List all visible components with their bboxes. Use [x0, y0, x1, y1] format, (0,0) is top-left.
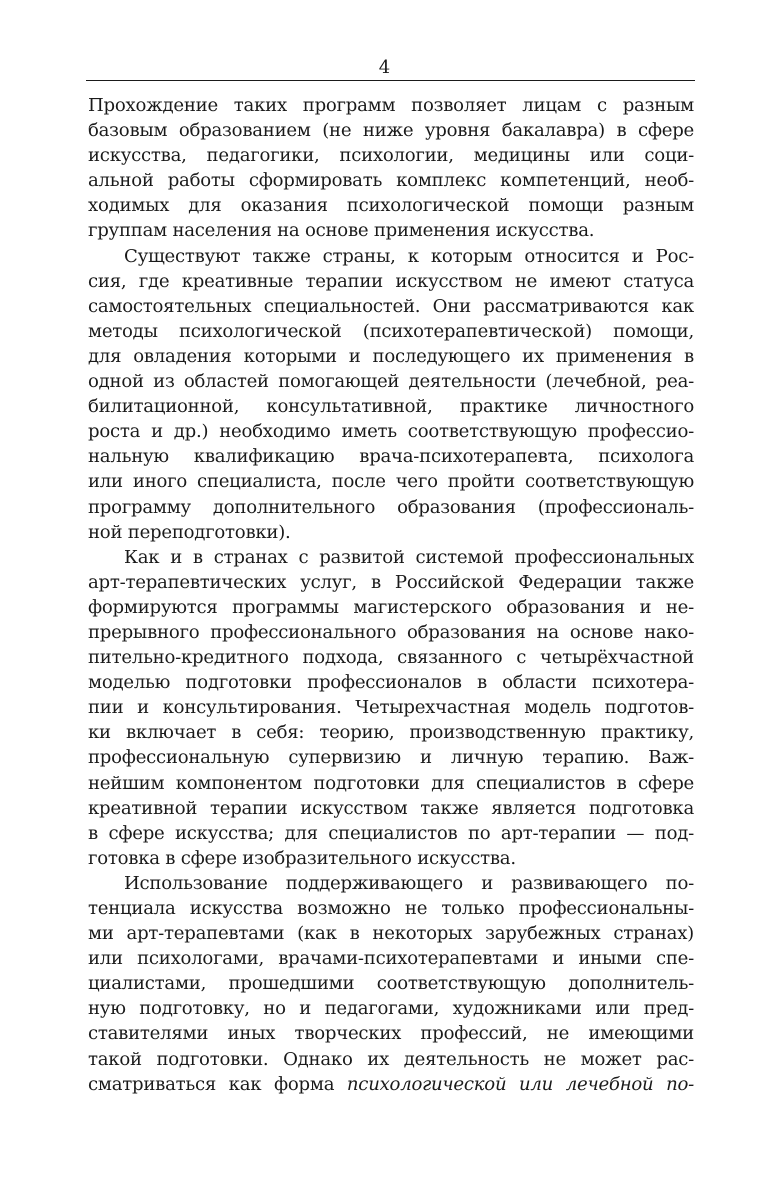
text-line: готовка в сфере изобразительного искусства. — [88, 847, 516, 869]
text-line: альной работы сформировать комплекс компетенций, необ- — [88, 170, 694, 192]
text-line: или психологами, врачами-психотерапевтами и иными спе- — [88, 948, 694, 970]
text-line: формируются программы магистерского образования и не- — [88, 596, 694, 618]
text-line: такой подготовки. Однако их деятельность не может рас- — [88, 1048, 694, 1070]
paragraph-4 — [88, 871, 694, 1097]
text-line: самостоятельных специальностей. Они рассматриваются как — [88, 295, 694, 317]
text-line: Использование поддерживающего и развивающего по- — [124, 872, 694, 894]
text-body — [88, 93, 694, 1097]
text-line: Прохождение таких программ позволяет лицам с разным — [88, 95, 694, 116]
text-line: искусства, педагогики, психологии, медицины или соци- — [88, 145, 694, 167]
text-line: нейшим компонентом подготовки для специалистов в сфере — [88, 772, 694, 794]
text-line: методы психологической (психотерапевтической) помощи, — [88, 320, 694, 342]
text-line: Как и в странах с развитой системой профессиональных — [124, 546, 694, 568]
text-line: пии и консультирования. Четырехчастная модель подготов- — [88, 697, 694, 719]
text-line: сия, где креативные терапии искусством не имеют статуса — [88, 270, 694, 292]
paragraph-3 — [88, 545, 694, 871]
text-line: базовым образованием (не ниже уровня бакалавра) в сфере — [88, 120, 694, 142]
text-line: в сфере искусства; для специалистов по арт-терапии — под- — [88, 822, 694, 844]
paragraph-2 — [88, 244, 694, 545]
text-line: тенциала искусства возможно не только профессиональны- — [88, 898, 694, 919]
text-line: Существуют также страны, к которым относится и Рос- — [124, 245, 694, 267]
text-line: профессиональную супервизию и личную терапию. Важ- — [88, 747, 694, 769]
text-line: циалистами, прошедшими соответствующую дополнитель- — [88, 973, 694, 995]
text-line: креативной терапии искусством также является подготовка — [88, 797, 694, 819]
text-line: ставителями иных творческих профессий, не имеющими — [88, 1023, 694, 1045]
text-line: арт-терапевтических услуг, в Российской Федерации также — [88, 571, 694, 593]
text-line: билитационной, консультативной, практике личностного — [88, 396, 694, 418]
text-line: группам населения на основе применения искусства. — [88, 220, 595, 242]
text-line: моделью подготовки профессионалов в области психотера- — [88, 672, 694, 694]
text-italic: психологической или лечебной по- — [346, 1073, 694, 1095]
paragraph-1 — [88, 93, 694, 244]
text-line: программу дополнительного образования (профессиональ- — [88, 496, 694, 518]
text-line: ходимых для оказания психологической помощи разным — [88, 195, 694, 217]
text-line: для овладения которыми и последующего их применения в — [88, 345, 694, 367]
text-line: роста и др.) необходимо иметь соответствующую профессио- — [88, 421, 694, 443]
text-line: нальную квалификацию врача-психотерапевта, психолога — [88, 446, 694, 468]
text-line: или иного специалиста, после чего пройти соответствующую — [88, 471, 694, 493]
header-rule — [86, 80, 695, 81]
text-line-final — [88, 1072, 694, 1097]
page-number: 4 — [378, 57, 391, 78]
text-line: одной из областей помогающей деятельности (лечебной, реа- — [88, 371, 694, 393]
text-line: ки включает в себя: теорию, производственную практику, — [88, 722, 694, 744]
text-line: ной переподготовки). — [88, 521, 291, 543]
text-line: ную подготовку, но и педагогами, художниками или пред- — [88, 998, 694, 1020]
text-plain: сматриваться как форма — [88, 1073, 347, 1095]
text-line: прерывного профессионального образования на основе нако- — [88, 621, 694, 643]
text-line: пительно-кредитного подхода, связанного с четырёхчастной — [88, 647, 694, 669]
text-line: ми арт-терапевтами (как в некоторых зарубежных странах) — [88, 923, 694, 945]
